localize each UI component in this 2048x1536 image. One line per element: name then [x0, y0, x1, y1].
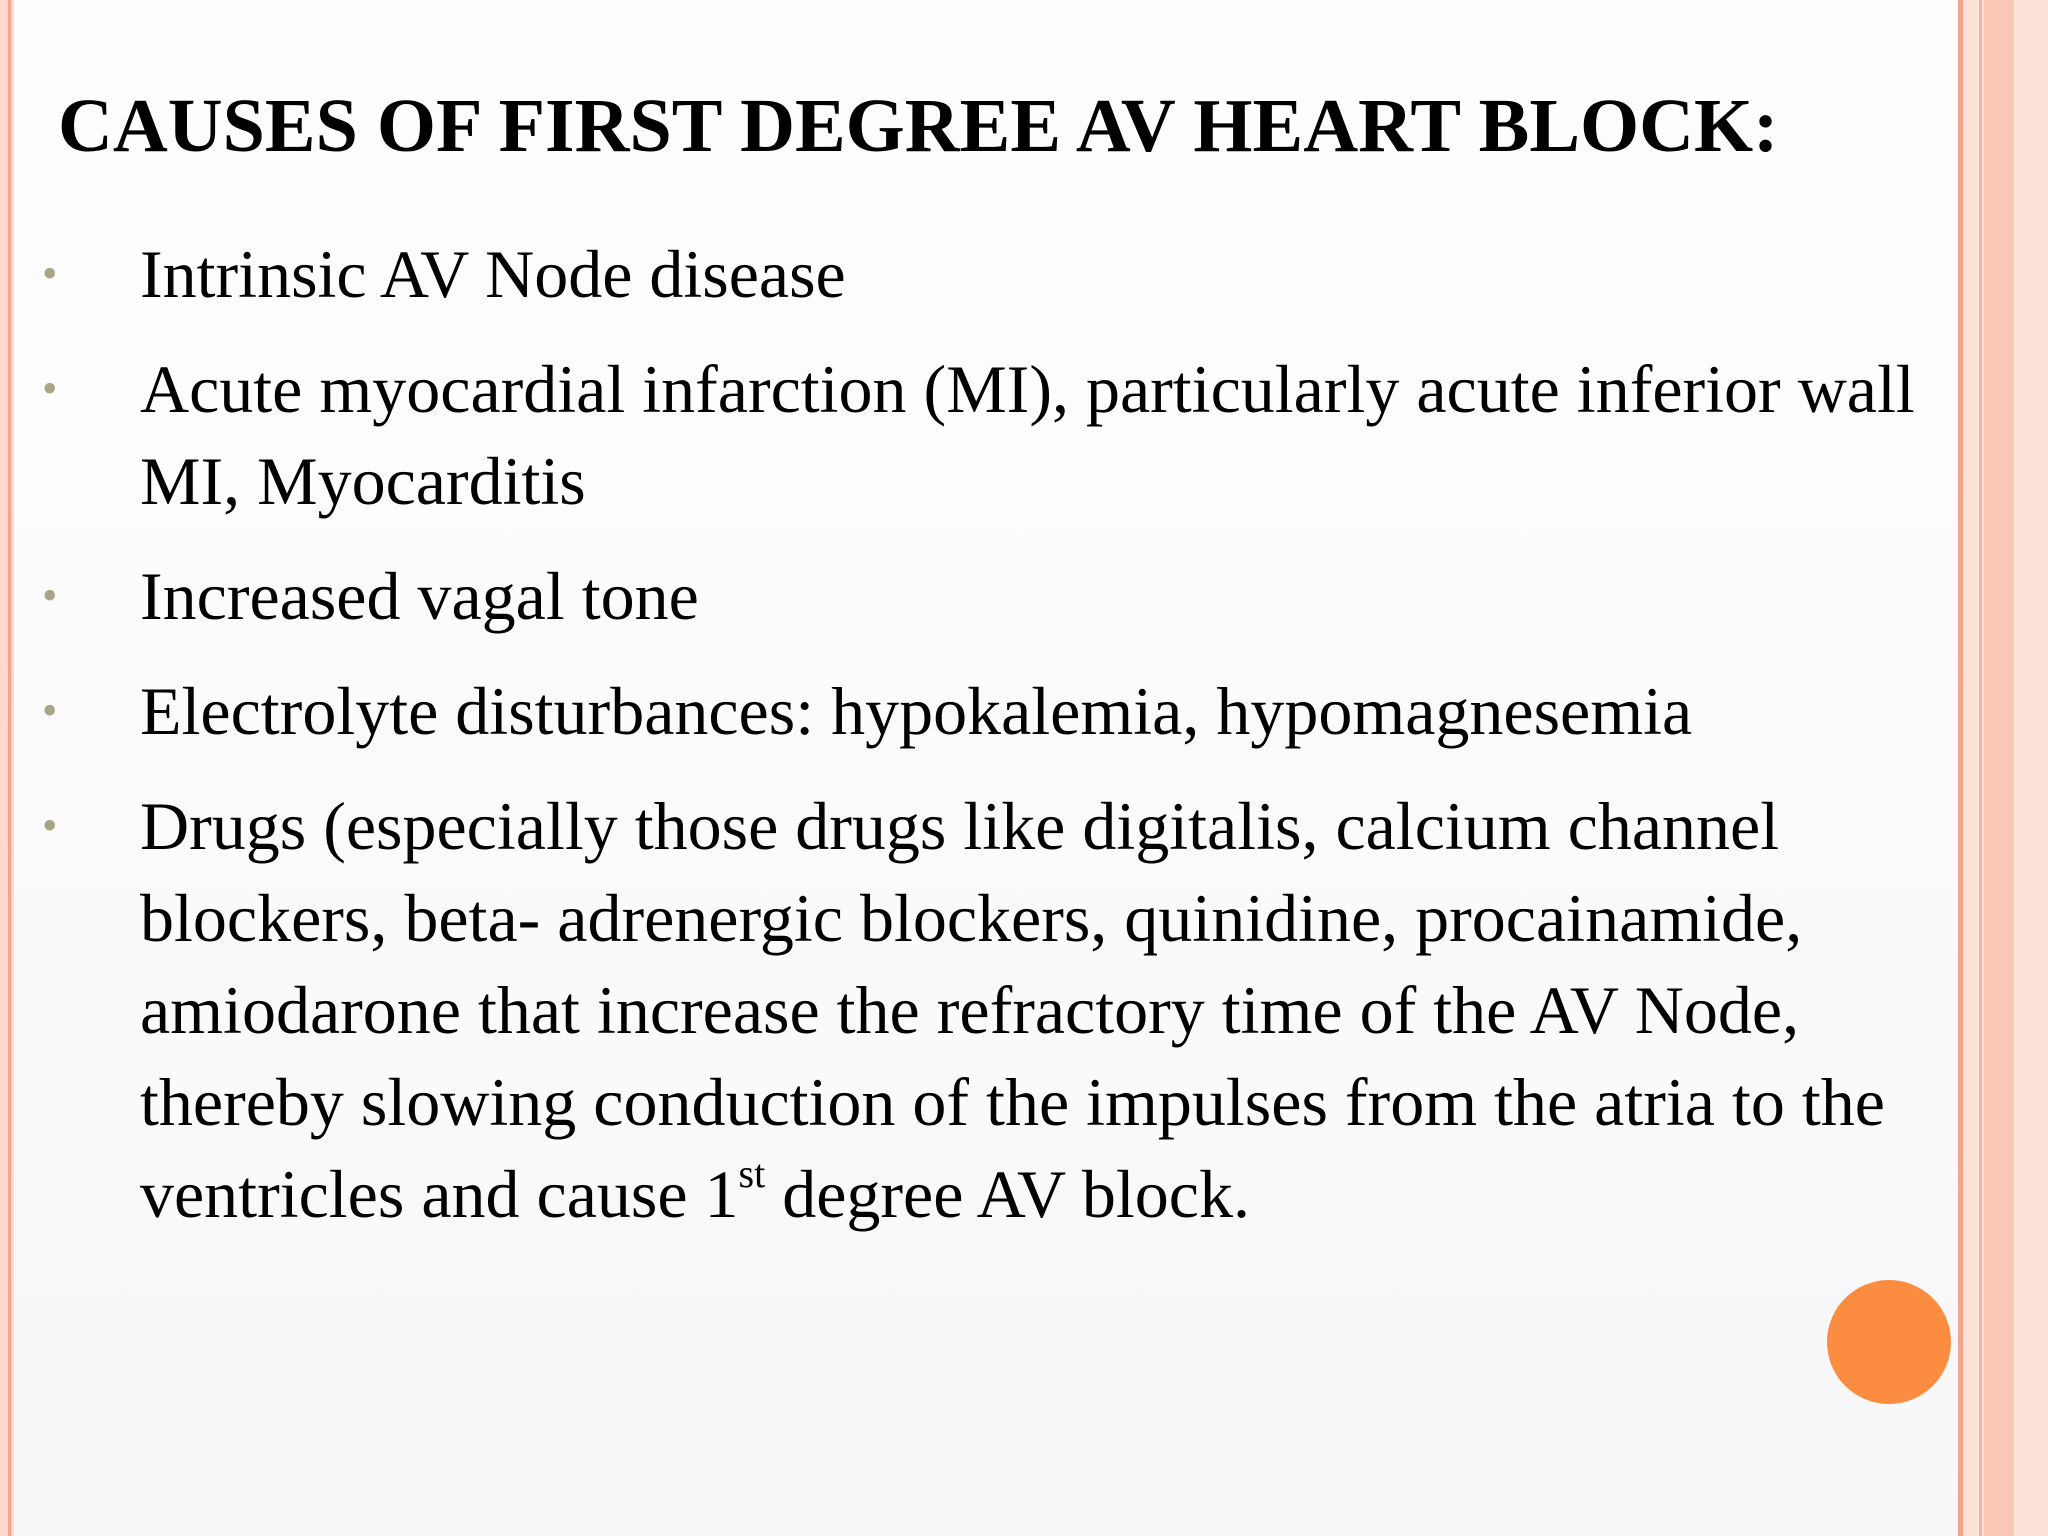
- bullet-text: [140, 788, 1885, 1232]
- bullet-icon: •: [42, 571, 58, 620]
- bullet-text-tail: degree AV block.: [765, 1156, 1250, 1232]
- bullet-icon: •: [42, 801, 58, 850]
- bullet-icon: •: [42, 686, 58, 735]
- bullet-text: Acute myocardial infarction (MI), particularly acute inferior wall MI, Myocarditis: [140, 351, 1915, 519]
- right-border-band: [1984, 0, 2014, 1536]
- bullet-text: Intrinsic AV Node disease: [140, 236, 846, 312]
- bullet-icon: •: [42, 364, 58, 413]
- bullet-icon: •: [42, 249, 58, 298]
- decorative-circle-icon: [1827, 1280, 1951, 1404]
- right-border-line-inner: [1979, 0, 1982, 1536]
- bullet-item: [0, 665, 1930, 757]
- right-border-line: [1958, 0, 1963, 1536]
- bullet-item: [0, 343, 1930, 527]
- bullet-text: Increased vagal tone: [140, 558, 699, 634]
- ordinal-superscript: st: [738, 1151, 766, 1196]
- bullet-text: Electrolyte disturbances: hypokalemia, hypomagnesemia: [140, 673, 1693, 749]
- bullet-item: [0, 228, 1930, 320]
- bullet-list: [0, 228, 1930, 1263]
- bullet-text-main: Drugs (especially those drugs like digitalis, calcium channel blockers, beta- adrenergic blockers, quinidine, procainamide, amiodarone that increase the refractory time of the AV Node, thereby slowing conduction of the impulses from the atria to the ventricles and cause 1: [140, 788, 1885, 1232]
- bullet-item: [0, 550, 1930, 642]
- bullet-item: [0, 780, 1930, 1240]
- slide-title: CAUSES OF FIRST DEGREE AV HEART BLOCK:: [58, 84, 1779, 168]
